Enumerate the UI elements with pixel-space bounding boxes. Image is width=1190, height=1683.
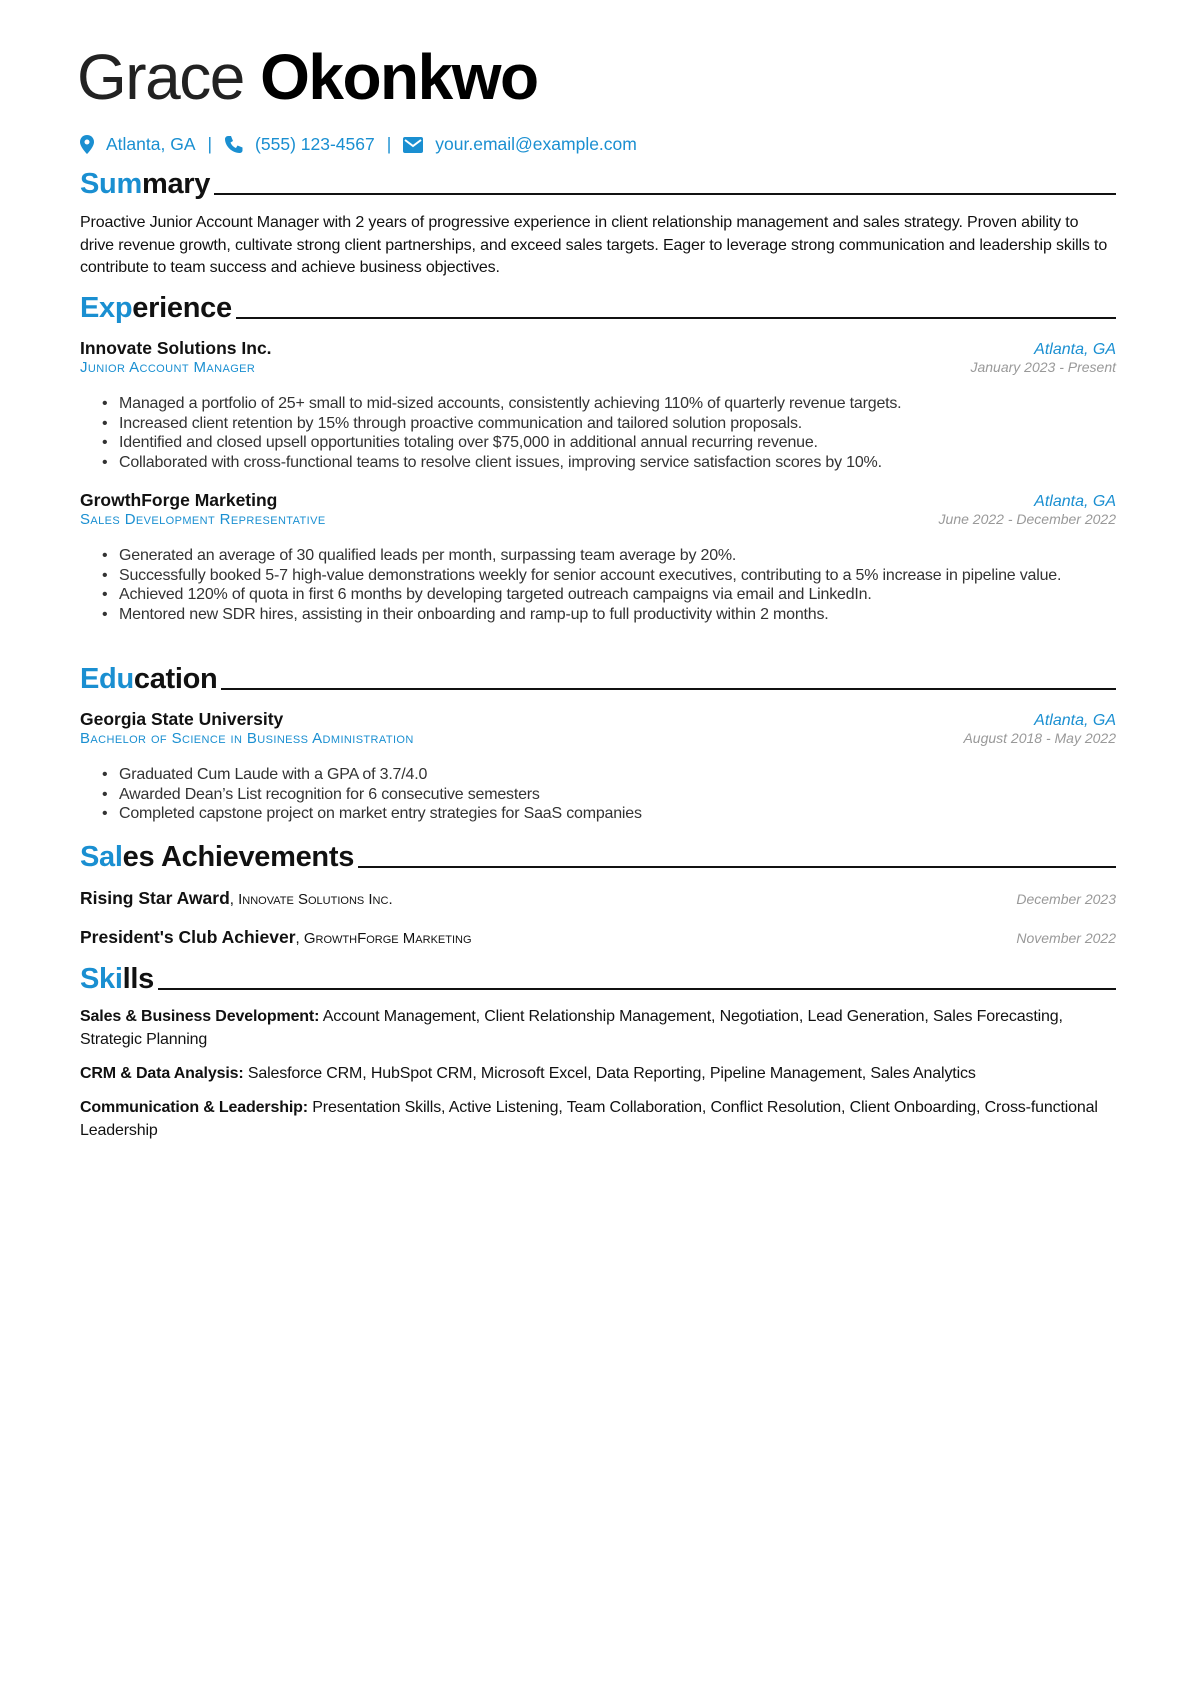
achievement-title: President's Club Achiever xyxy=(80,927,296,947)
job-title: Sales Development Representative xyxy=(80,511,326,528)
phone-icon xyxy=(224,135,243,154)
achievement-org: Innovate Solutions Inc. xyxy=(238,891,393,908)
job-location: Atlanta, GA xyxy=(1034,341,1116,358)
candidate-name: Grace Okonkwo xyxy=(77,41,538,113)
divider xyxy=(158,988,1116,990)
bullet: • Managed a portfolio of 25+ small to mid-sized accounts, consistently achieving 110% of quarterly revenue targets. xyxy=(102,394,1116,414)
divider xyxy=(358,866,1116,868)
job-bullets xyxy=(102,394,1116,472)
email-icon xyxy=(403,137,423,153)
bullet: • Successfully booked 5-7 high-value demonstrations weekly for senior account executives, contributing to a 5% increase in pipeline value. xyxy=(102,566,1116,586)
phone-text: (555) 123-4567 xyxy=(255,134,375,154)
education-bullets xyxy=(102,765,1116,824)
education-dates: August 2018 - May 2022 xyxy=(963,730,1116,746)
skills-heading: Skills xyxy=(80,965,1116,994)
achievements-heading: Sales Achievements xyxy=(80,843,1116,872)
bullet: • Collaborated with cross-functional teams to resolve client issues, improving service satisfaction scores by 10%. xyxy=(102,453,1116,473)
job-dates: June 2022 - December 2022 xyxy=(938,511,1116,527)
divider xyxy=(221,688,1116,690)
achievement-item: President's Club Achiever, GrowthForge Marketing November 2022 xyxy=(80,927,1116,947)
skill-row: CRM & Data Analysis: Salesforce CRM, HubSpot CRM, Microsoft Excel, Data Reporting, Pipeline Management, Sales Analytics xyxy=(80,1065,976,1082)
company-name: Innovate Solutions Inc. xyxy=(80,338,272,358)
job-location: Atlanta, GA xyxy=(1034,493,1116,510)
job-entry xyxy=(80,338,1116,472)
bullet: • Achieved 120% of quota in first 6 months by developing targeted outreach campaigns via email and LinkedIn. xyxy=(102,585,1116,605)
job-entry xyxy=(80,490,1116,624)
bullet: • Increased client retention by 15% through proactive communication and tailored solution proposals. xyxy=(102,414,1116,434)
job-title: Junior Account Manager xyxy=(80,359,256,376)
bullet: • Generated an average of 30 qualified leads per month, surpassing team average by 20%. xyxy=(102,546,1116,566)
job-bullets xyxy=(102,546,1116,624)
achievement-date: November 2022 xyxy=(1016,930,1116,946)
job-dates: January 2023 - Present xyxy=(970,359,1116,375)
location-text: Atlanta, GA xyxy=(106,134,196,154)
company-name: GrowthForge Marketing xyxy=(80,490,278,510)
experience-heading: Experience xyxy=(80,294,1116,323)
school-name: Georgia State University xyxy=(80,709,284,729)
skill-row: Communication & Leadership: Presentation Skills, Active Listening, Team Collaboration, Conflict Resolution, Client Onboarding, Cross-functional Leadership xyxy=(80,1099,1098,1139)
divider xyxy=(214,193,1116,195)
separator: | xyxy=(207,134,213,154)
separator: | xyxy=(386,134,392,154)
map-pin-icon xyxy=(80,135,94,154)
contact-row xyxy=(80,134,637,155)
bullet: • Graduated Cum Laude with a GPA of 3.7/4.0 xyxy=(102,765,1116,785)
email-link[interactable]: your.email@example.com xyxy=(435,134,637,154)
summary-text: Proactive Junior Account Manager with 2 years of progressive experience in client relationship management and sales strategy. Proven ability to drive revenue growth, cultivate strong client partnerships, and exceed sales targets. Eager to leverage strong communication and leadership skills to contribute to team success and achieve business objectives. xyxy=(80,214,1108,276)
degree: Bachelor of Science in Business Administration xyxy=(80,730,414,747)
divider xyxy=(236,317,1116,319)
skill-row: Sales & Business Development: Account Management, Client Relationship Management, Negotiation, Lead Generation, Sales Forecasting, Strategic Planning xyxy=(80,1008,1063,1048)
bullet: • Completed capstone project on market entry strategies for SaaS companies xyxy=(102,804,1116,824)
summary-heading: Summary xyxy=(80,170,1116,199)
bullet: • Identified and closed upsell opportunities totaling over $75,000 in additional annual recurring revenue. xyxy=(102,433,1116,453)
school-location: Atlanta, GA xyxy=(1034,712,1116,729)
bullet: • Mentored new SDR hires, assisting in their onboarding and ramp-up to full productivity within 2 months. xyxy=(102,605,1116,625)
achievement-date: December 2023 xyxy=(1016,891,1116,907)
achievement-title: Rising Star Award xyxy=(80,888,230,908)
achievement-item: Rising Star Award, Innovate Solutions Inc. December 2023 xyxy=(80,888,1116,908)
education-heading: Education xyxy=(80,665,1116,694)
bullet: • Awarded Dean’s List recognition for 6 consecutive semesters xyxy=(102,785,1116,805)
education-entry xyxy=(80,709,1116,824)
achievement-org: GrowthForge Marketing xyxy=(303,930,472,947)
